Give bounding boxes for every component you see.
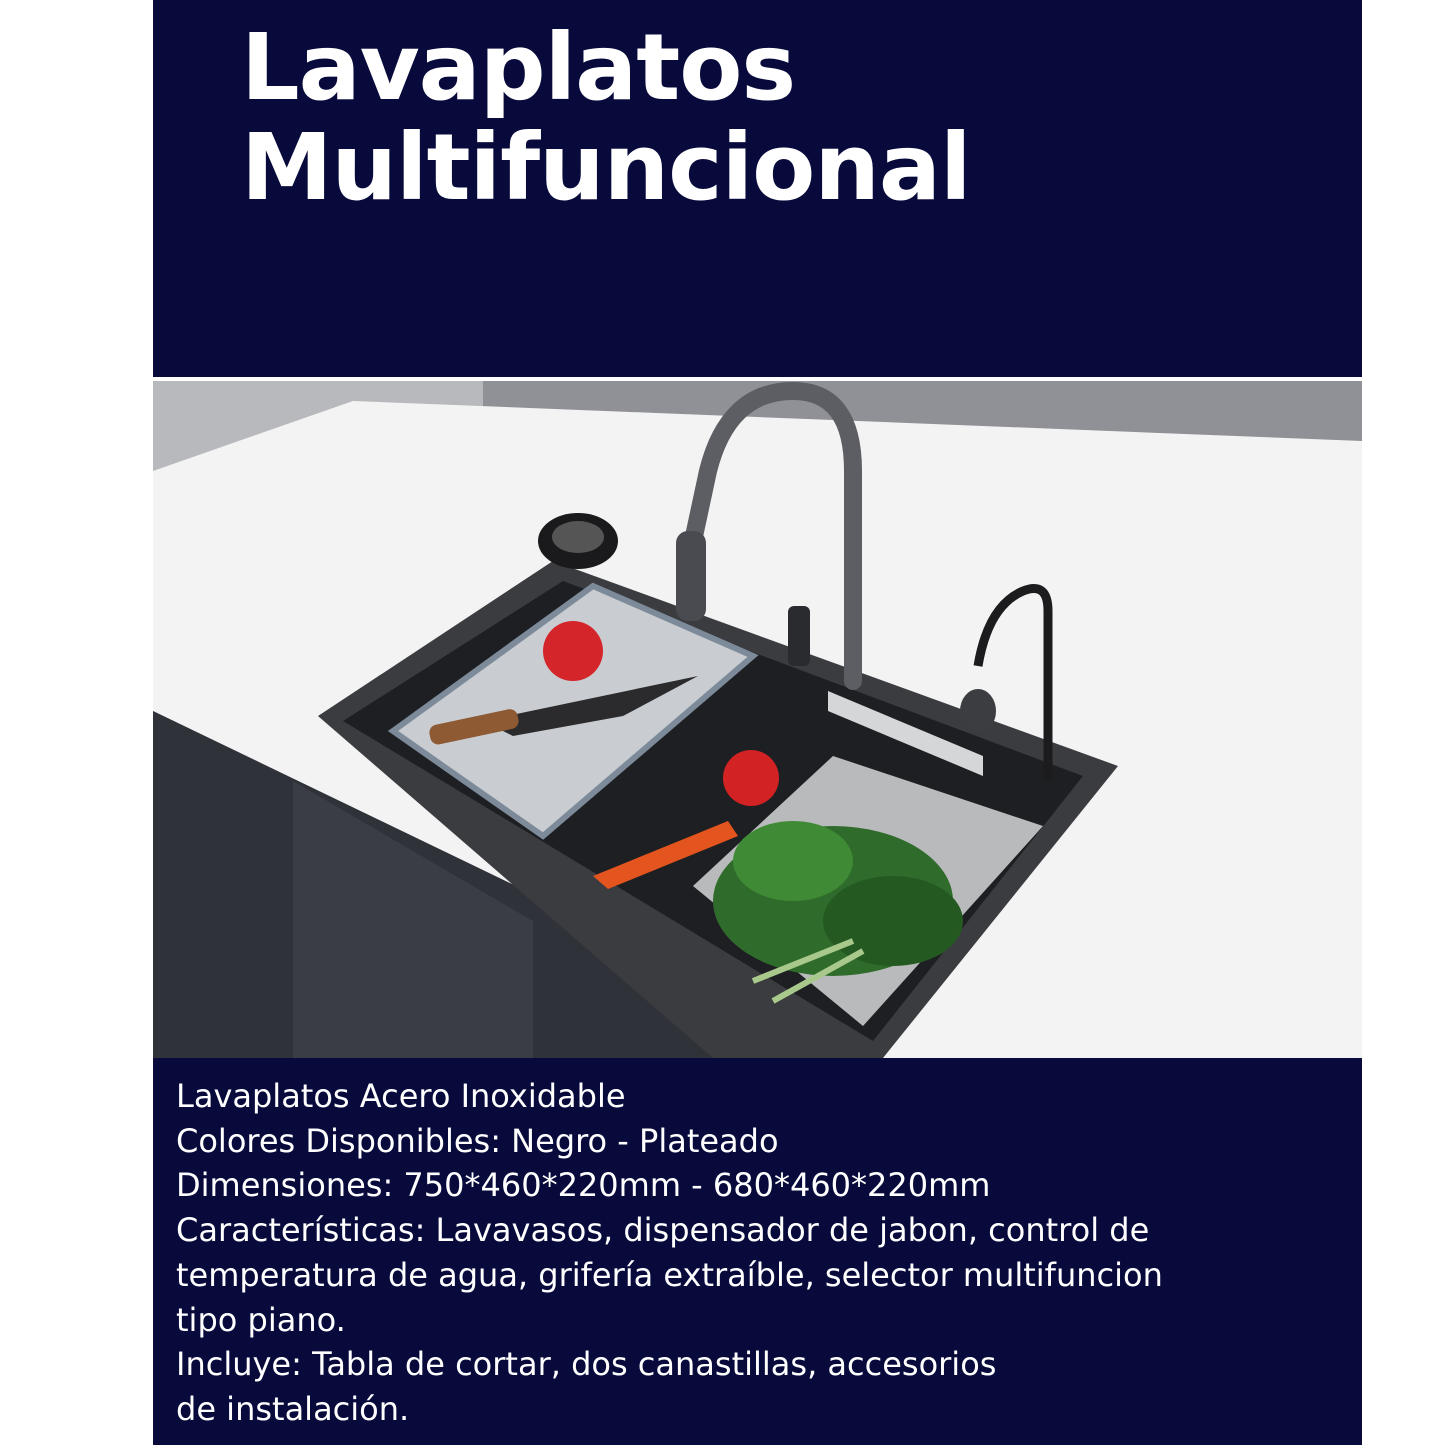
description-line: Dimensiones: 750*460*220mm - 680*460*220mm [176, 1166, 991, 1205]
tomato [543, 621, 603, 681]
title-line-1: Lavaplatos [241, 14, 796, 121]
description-line: Colores Disponibles: Negro - Plateado [176, 1121, 779, 1160]
description-panel [153, 1058, 1362, 1445]
product-photo [153, 381, 1362, 1058]
description-line: Lavaplatos Acero Inoxidable [176, 1077, 626, 1115]
soap-dispenser [788, 606, 810, 666]
title-line-2: Multifuncional [241, 114, 971, 221]
page-title [241, 14, 971, 221]
description-line: Características: Lavavasos, dispensador de jabon, control de [176, 1211, 1150, 1250]
description-line: temperatura de agua, grifería extraíble, selector multifuncion [176, 1255, 1163, 1294]
description-line: tipo piano. [176, 1300, 346, 1339]
description-line: Incluye: Tabla de cortar, dos canastillas, accesorios [176, 1345, 997, 1384]
description-line: de instalación. [176, 1389, 410, 1428]
header-banner [153, 0, 1362, 377]
product-description [176, 1074, 1346, 1432]
